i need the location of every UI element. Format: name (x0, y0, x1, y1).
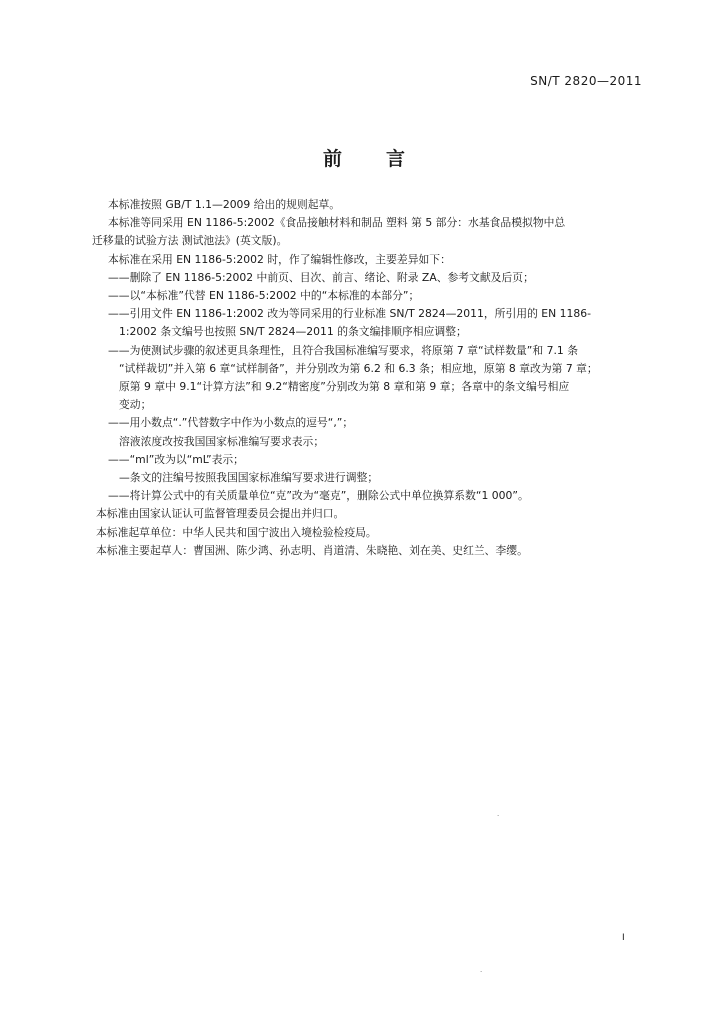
list-item: ——删除了 EN 1186-5:2002 中前页、目次、前言、绪论、附录 ZA、参考文献及后页； (108, 270, 534, 284)
text-line: 原第 9 章中 9.1“计算方法”和 9.2“精密度”分别改为第 8 章和第 9 章；各章中的条文编号相应 (119, 380, 570, 394)
list-item: ——将计算公式中的有关质量单位“克”改为“毫克”，删除公式中单位换算系数“1 000”。 (108, 489, 529, 503)
list-item: ——以“本标准”代替 EN 1186-5:2002 中的“本标准的本部分”； (108, 289, 420, 303)
text-line: 变动； (119, 398, 152, 412)
page-title: 前言 (322, 148, 449, 170)
text-line: 本标准等同采用 EN 1186-5:2002《食品接触材料和制品 塑料 第 5 部分：水基食品模拟物中总 (108, 216, 566, 230)
text-line: 1:2002 条文编号也按照 SN/T 2824—2011 的条文编排顺序相应调整； (119, 325, 467, 339)
list-item: ——“ml”改为以“mL”表示； (108, 452, 244, 466)
document-code: SN/T 2820—2011 (530, 74, 642, 88)
text-line: 溶液浓度改按我国国家标准编写要求表示； (119, 434, 325, 448)
list-item: ——用小数点“.”代替数字中作为小数点的逗号“,”； (108, 416, 354, 430)
scan-speck: · (497, 812, 500, 820)
text-line: 迁移量的试验方法 测试池法》(英文版)。 (92, 234, 288, 248)
text-line: 本标准按照 GB/T 1.1—2009 给出的规则起草。 (108, 198, 341, 211)
list-item: ——引用文件 EN 1186-1:2002 改为等同采用的行业标准 SN/T 2824—2011，所引用的 EN 1186- (108, 307, 591, 321)
page-number: I (622, 933, 625, 943)
text-line: 本标准由国家认证认可监督管理委员会提出并归口。 (96, 507, 345, 521)
scan-speck: · (480, 968, 483, 976)
preface-body (92, 196, 652, 560)
text-line: 本标准起草单位：中华人民共和国宁波出入境检验检疫局。 (96, 525, 377, 539)
text-line: “试样裁切”并入第 6 章“试样制备”，并分别改为第 6.2 和 6.3 条；相应地，原第 8 章改为第 7 章； (119, 361, 598, 375)
list-item: ——为使测试步骤的叙述更具条理性，且符合我国标准编写要求，将原第 7 章“试样数量”和 7.1 条 (108, 343, 579, 357)
text-line: 本标准在采用 EN 1186-5:2002 时，作了编辑性修改，主要差异如下： (108, 252, 451, 266)
text-line: 本标准主要起草人：曹国洲、陈少鸿、孙志明、肖道清、朱晓艳、刘在美、史红兰、李缨。 (96, 543, 528, 557)
list-item: —条文的注编号按照我国国家标准编写要求进行调整； (119, 471, 379, 485)
